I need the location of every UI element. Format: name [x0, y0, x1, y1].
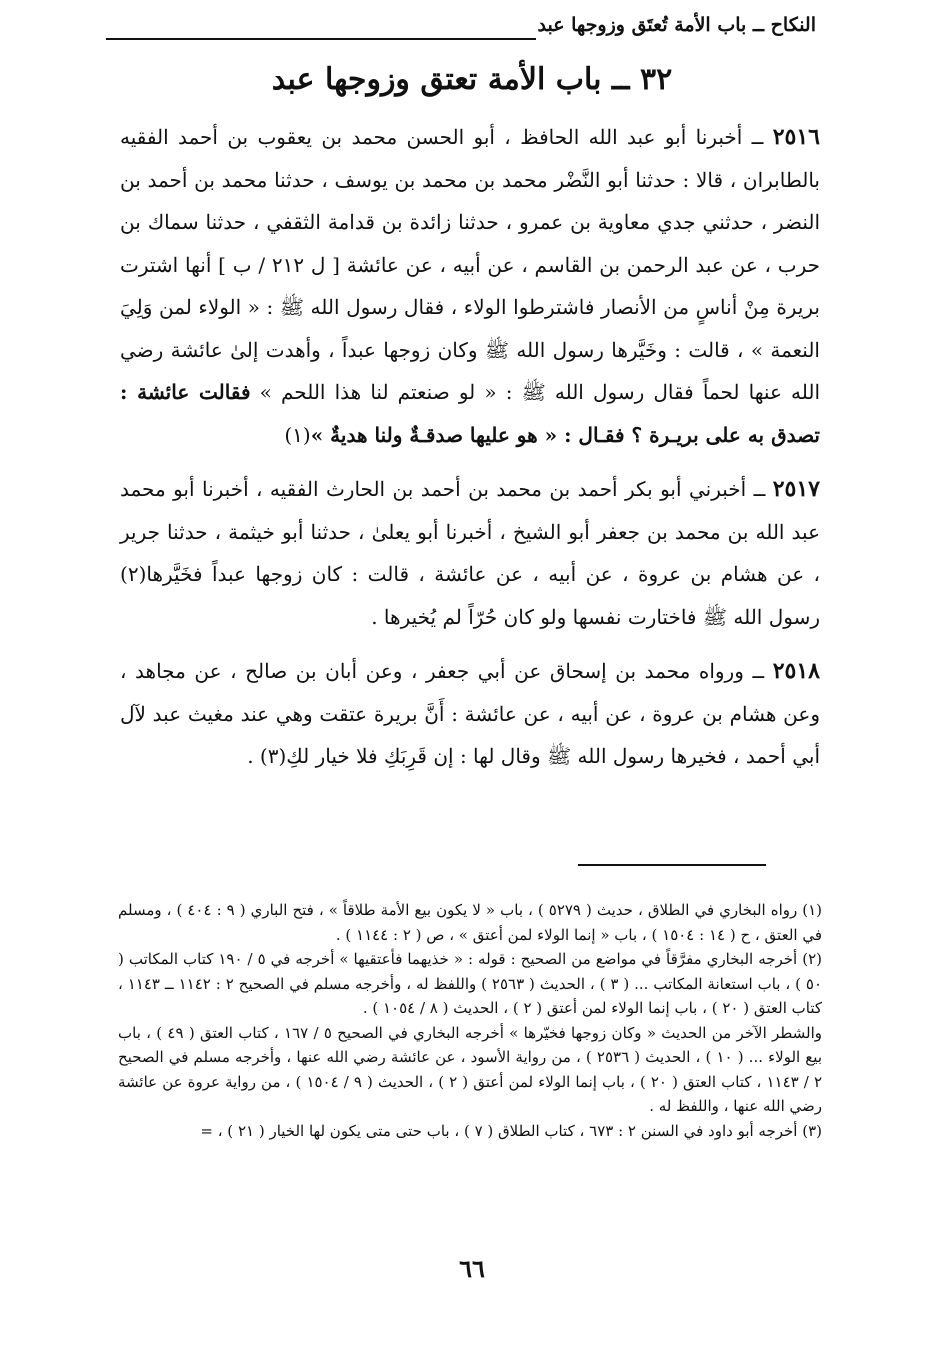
- header-rule: [106, 38, 536, 40]
- footnote-2-continued: والشطر الآخر من الحديث « وكان زوجها فخيّرها » أخرجه البخاري في الصحيح ٥ / ١٦٧ ، كتاب العتق ( ٤٩ ) ، باب بيع الولاء ... ( ١٠ ) ، الحديث ( ٢٥٣٦ ) ، من رواية الأسود ، عن عائشة رضي الله عنها ، وأخرجه مسلم في الصحيح ٢ / ١١٤٣ ، كتاب العتق ( ٢٠ ) ، باب إنما الولاء لمن أعتق ( ٢ ) ، الحديث ( ٩ / ١٥٠٤ ) ، من رواية عروة عن عائشة رضي الله عنها ، واللفظ له .: [118, 1023, 823, 1115]
- footnote-separator: [578, 864, 766, 866]
- hadith-entry-2516: [120, 116, 820, 456]
- entry-number: ٢٥١٦: [772, 124, 820, 150]
- entry-text: ــ أخبرني أبو بكر أحمد بن محمد بن أحمد بن الحارث الفقيه ، أخبرنا أبو محمد عبد الله بن محمد بن جعفر أبو الشيخ ، أخبرنا أبو يعلىٰ ، حدثنا أبو خيثمة ، حدثنا جرير ، عن هشام بن عروة ، عن أبيه ، عن عائشة ، قالت : كان زوجها عبداً فخَيَّرها(٢) رسول الله ﷺ فاختارت نفسها ولو كان حُرّاً لم يُخيرها .: [120, 477, 820, 629]
- footnote-3: (٣) أخرجه أبو داود في السنن ٢ : ٦٧٣ ، كتاب الطلاق ( ٧ ) ، باب حتى متى يكون لها الخيار ( ٢١ ) ، =: [200, 1121, 822, 1140]
- footnote-ref: (١): [284, 422, 311, 447]
- footnote-2: (٢) أخرجه البخاري مفرَّقاً في مواضع من الصحيح : قوله : « خذيهما فأعتقيها » أخرجه في ٥ / ١٩٠ كتاب المكاتب ( ٥٠ ) ، باب استعانة المكاتب ... ( ٣ ) ، الحديث ( ٢٥٦٣ ) واللفظ له ، وأخرجه مسلم في الصحيح ٢ : ١١٤٢ ــ ١١٤٣ ، كتاب العتق ( ٢٠ ) ، باب إنما الولاء لمن أعتق ( ٢ ) ، الحديث ( ٨ / ١٠٥٤ ) .: [118, 950, 823, 1017]
- entry-number: ٢٥١٨: [772, 658, 820, 684]
- entry-bold-text: فقالت عائشة : تصدق به على بريـرة ؟ فقـال : « هو عليها صدقـةٌ ولنا هديةٌ »: [120, 380, 820, 447]
- chapter-title: ٣٢ ــ باب الأمة تعتق وزوجها عبد: [271, 62, 673, 97]
- entry-text: ــ أخبرنا أبو عبد الله الحافظ ، أبو الحسن محمد بن يعقوب بن أحمد الفقيه بالطابران ، قالا : حدثنا أبو النَّضْر محمد بن محمد بن يوسف ، حدثنا محمد بن أحمد بن النضر ، حدثني جدي معاوية بن عمرو ، حدثنا زائدة بن قدامة الثقفي ، حدثنا سماك بن حرب ، عن عبد الرحمن بن القاسم ، عن أبيه ، عن عائشة [ ل ٢١٢ / ب ] أنها اشترت بريرة مِنْ أناسٍ من الأنصار فاشترطوا الولاء ، فقال رسول الله ﷺ : « الولاء لمن وَلِيَ النعمة » ، قالت : وخَيَّرها رسول الله ﷺ وكان زوجها عبداً ، وأهدت إلىٰ عائشة رضي الله عنها لحماً فقال رسول الله ﷺ : « لو صنعتم لنا هذا اللحم »: [120, 125, 820, 404]
- hadith-entries: [120, 116, 820, 790]
- entry-text: ــ ورواه محمد بن إسحاق عن أبي جعفر ، وعن أبان بن صالح ، عن مجاهد ، وعن هشام بن عروة ، عن أبيه ، عن عائشة : أَنَّ بريرة عتقت وهي عند مغيث عبد لآل أبي أحمد ، فخيرها رسول الله ﷺ وقال لها : إن قَرِبَكِ فلا خيار لكِ(٣) .: [120, 659, 820, 768]
- hadith-entry-2518: [120, 650, 820, 778]
- footnotes: [118, 898, 822, 1143]
- entry-number: ٢٥١٧: [772, 476, 820, 502]
- running-head: النكاح ــ باب الأمة تُعتَق وزوجها عبد: [537, 14, 816, 36]
- footnote-1: (١) رواه البخاري في الطلاق ، حديث ( ٥٢٧٩ ) ، باب « لا يكون بيع الأمة طلاقاً » ، فتح الباري ( ٩ : ٤٠٤ ) ، ومسلم في العتق ، ح ( ١٤ : ١٥٠٤ ) ، باب « إنما الولاء لمن أعتق » ، ص ( ٢ : ١١٤٤ ) .: [118, 901, 823, 944]
- hadith-entry-2517: [120, 468, 820, 638]
- page-number: ٦٦: [459, 1254, 485, 1283]
